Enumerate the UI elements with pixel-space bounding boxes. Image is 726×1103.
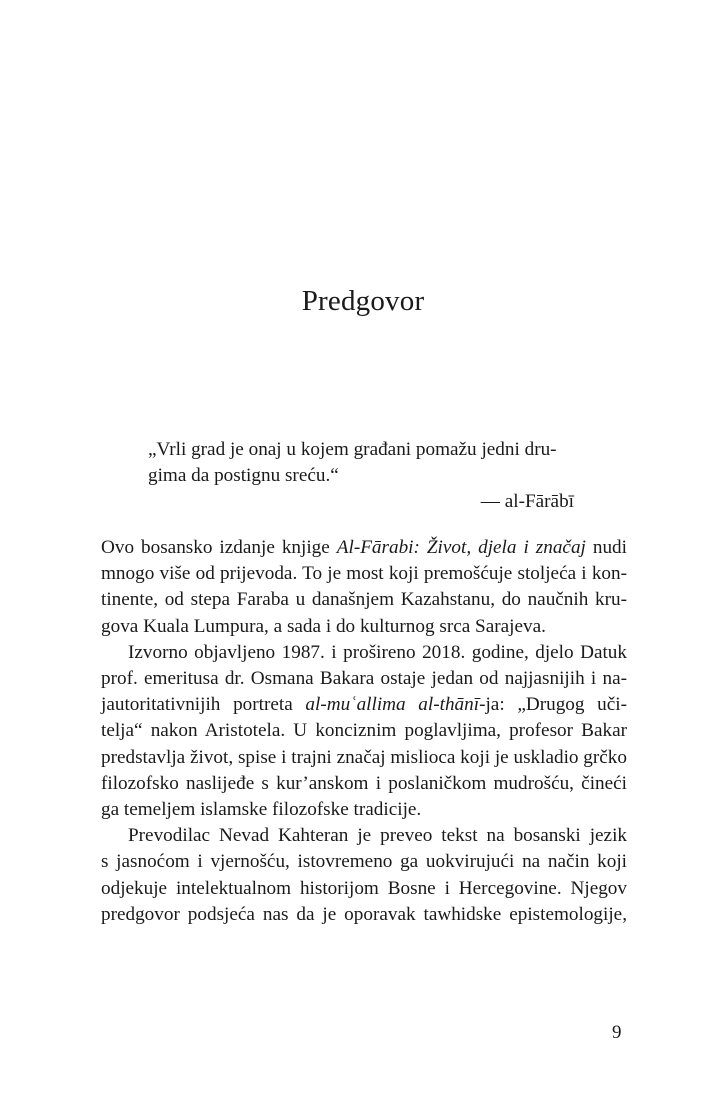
text-line [101, 614, 627, 640]
italic-text: al-muʿallima al-thānī [305, 694, 480, 716]
text-run: telja“ nakon Aristotela. U konciznim poglavljima, profesor Bakar [101, 720, 627, 742]
text-run: odjekuje intelektualnom historijom Bosne i Hercegovine. Njegov [101, 877, 627, 899]
text-run: ga temeljem islamske filozofske tradicije. [101, 799, 422, 821]
epigraph-quote-line: „Vrli grad je onaj u kojem građani pomažu jedni dru- [148, 439, 557, 460]
italic-text: Al-Fārabi: Život, djela i značaj [336, 537, 586, 558]
text-run: prof. emeritusa dr. Osmana Bakara ostaje jedan od najjasnijih i na- [101, 668, 627, 690]
chapter-title: Predgovor [301, 285, 425, 317]
page-number: 9 [612, 1022, 622, 1043]
text-line [101, 876, 627, 902]
text-line [101, 771, 627, 797]
text-line [101, 535, 627, 561]
text-line [101, 718, 627, 744]
text-line [101, 692, 627, 718]
text-line [101, 849, 627, 875]
text-run: mnogo više od prijevoda. To je most koji premošćuje stoljeća i kon- [101, 563, 627, 585]
text-line [101, 640, 627, 666]
body-text [101, 535, 627, 928]
text-run: predstavlja život, spise i trajni značaj mislioca koji je uskladio grčko [101, 746, 627, 768]
text-run: Ovo bosansko izdanje knjige [101, 537, 337, 558]
text-run: predgovor podsjeća nas da je oporavak tawhidske epistemologije, [101, 903, 627, 925]
text-run: Izvorno objavljeno 1987. i prošireno 2018. godine, djelo Datuk [128, 641, 627, 663]
epigraph-quote-line: gima da postignu sreću.“ [148, 465, 339, 486]
text-line [101, 823, 627, 849]
text-line [101, 561, 627, 587]
text-run: jautoritativnijih portreta [101, 694, 306, 716]
text-line [101, 745, 627, 771]
paragraph [101, 823, 627, 928]
text-run: s jasnoćom i vjernošću, istovremeno ga uokvirujući na način koji [101, 851, 627, 873]
text-run: tinente, od stepa Faraba u današnjem Kazahstanu, do naučnih kru- [101, 589, 627, 611]
text-run: Prevodilac Nevad Kahteran je preveo tekst na bosanski jezik [128, 825, 627, 847]
epigraph [148, 437, 574, 515]
text-line [101, 797, 627, 823]
text-run: nudi [585, 537, 627, 558]
text-run: -ja: „Drugog uči- [479, 694, 628, 716]
epigraph-attribution: — al-Fārābī [480, 491, 574, 512]
paragraph [101, 640, 627, 823]
paragraph [101, 535, 627, 640]
text-run: filozofsko naslijeđe s kur’anskom i poslaničkom mudrošću, čineći [101, 772, 627, 794]
text-line [101, 666, 627, 692]
text-line [101, 587, 627, 613]
text-run: gova Kuala Lumpura, a sada i do kulturnog srca Sarajeva. [101, 615, 546, 637]
text-line [101, 902, 627, 928]
